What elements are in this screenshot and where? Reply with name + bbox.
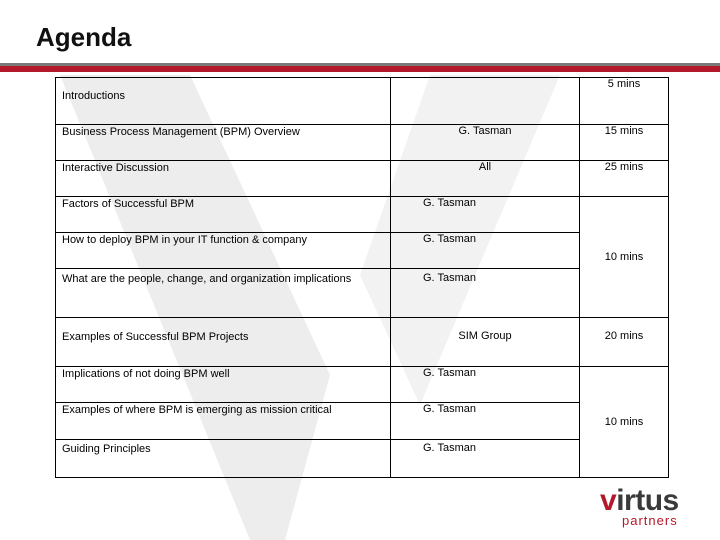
topic-cell: How to deploy BPM in your IT function & company xyxy=(56,233,391,269)
table-row xyxy=(56,403,669,440)
topic-cell: Business Process Management (BPM) Overview xyxy=(56,125,391,161)
speaker-cell: G. Tasman xyxy=(391,233,580,269)
speaker-cell: All xyxy=(391,161,580,197)
table-row xyxy=(56,197,669,233)
logo-v-mark: v xyxy=(600,484,617,517)
topic-cell: Introductions xyxy=(56,78,391,125)
speaker-cell xyxy=(391,78,580,125)
time-cell-grouped: 10 mins xyxy=(580,197,669,318)
logo-brand-rest: irtus xyxy=(616,484,679,517)
table-row xyxy=(56,125,669,161)
speaker-cell: G. Tasman xyxy=(391,440,580,478)
topic-cell: Examples of Successful BPM Projects xyxy=(56,318,391,367)
topic-cell: What are the people, change, and organization implications xyxy=(56,269,391,318)
topic-cell: Guiding Principles xyxy=(56,440,391,478)
table-row xyxy=(56,318,669,367)
time-cell: 15 mins xyxy=(580,125,669,161)
speaker-cell: G. Tasman xyxy=(391,403,580,440)
logo-wordmark xyxy=(600,484,679,517)
page-title: Agenda xyxy=(36,22,132,52)
logo-tagline: partners xyxy=(622,513,678,528)
table-row xyxy=(56,233,669,269)
table-row xyxy=(56,269,669,318)
table-row xyxy=(56,78,669,125)
time-cell: 20 mins xyxy=(580,318,669,367)
topic-cell: Examples of where BPM is emerging as mission critical xyxy=(56,403,391,440)
time-cell: 5 mins xyxy=(580,78,669,125)
time-cell-grouped: 10 mins xyxy=(580,367,669,478)
table-row xyxy=(56,367,669,403)
topic-cell: Interactive Discussion xyxy=(56,161,391,197)
topic-cell: Factors of Successful BPM xyxy=(56,197,391,233)
speaker-cell: G. Tasman xyxy=(391,197,580,233)
title-divider-red xyxy=(0,66,720,72)
speaker-cell: G. Tasman xyxy=(391,367,580,403)
time-cell: 25 mins xyxy=(580,161,669,197)
topic-cell: Implications of not doing BPM well xyxy=(56,367,391,403)
speaker-cell: SIM Group xyxy=(391,318,580,367)
table-row xyxy=(56,440,669,478)
speaker-cell: G. Tasman xyxy=(391,125,580,161)
agenda-table xyxy=(55,77,669,478)
table-row xyxy=(56,161,669,197)
speaker-cell: G. Tasman xyxy=(391,269,580,318)
